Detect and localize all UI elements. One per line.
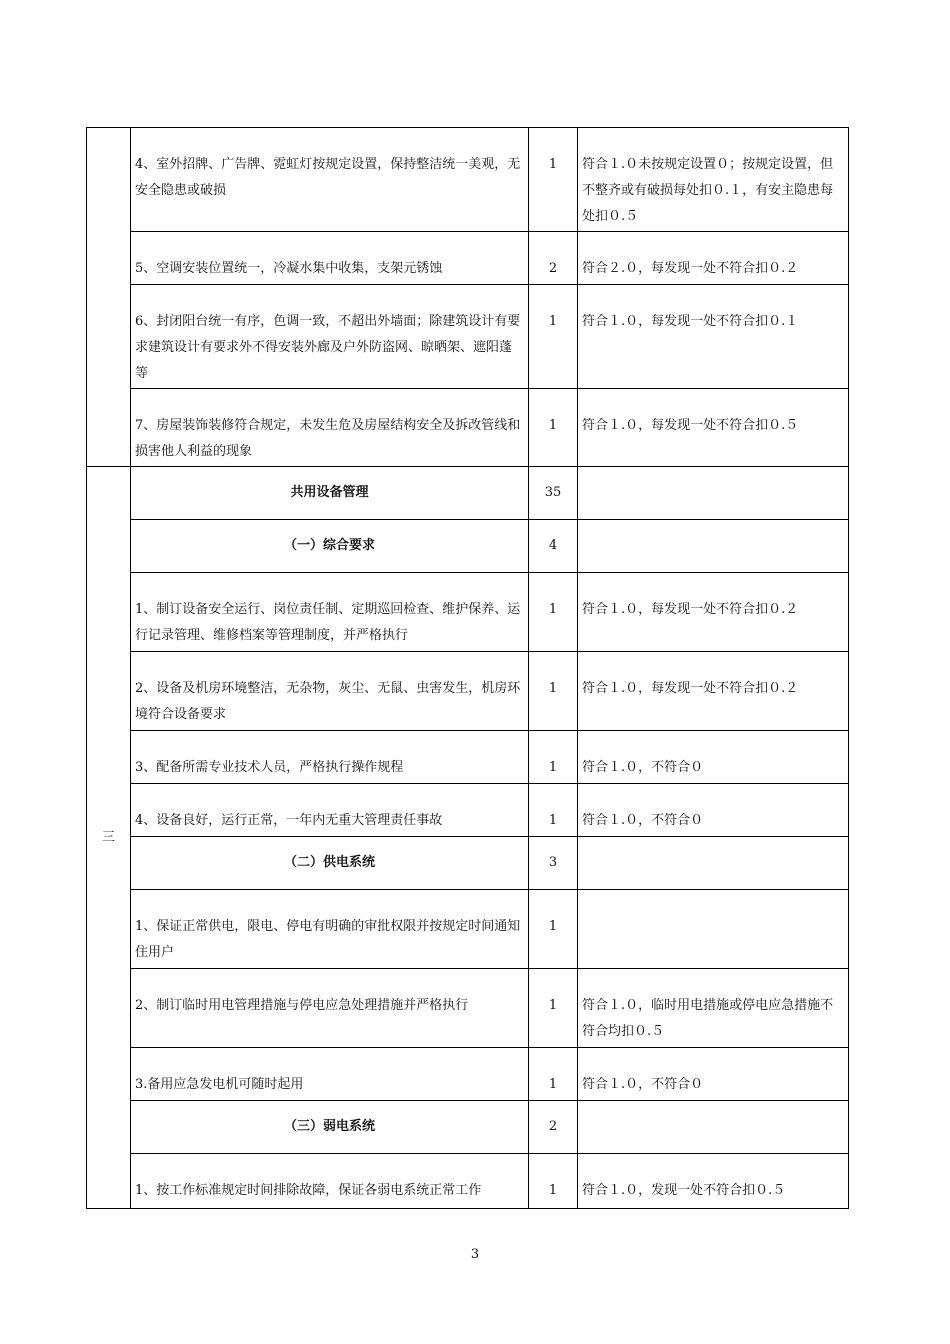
item-standard: 符合２.０，每发现一处不符合扣０.２ — [578, 232, 849, 285]
item-text: 5、空调安装位置统一，冷凝水集中收集，支架元锈蚀 — [131, 232, 529, 285]
subsection-standard-empty — [578, 1101, 849, 1154]
item-text: 1、保证正常供电，限电、停电有明确的审批权限并按规定时间通知住用户 — [131, 890, 529, 969]
section-title: 共用设备管理 — [131, 467, 529, 520]
item-standard: 符合１.０，不符合０ — [578, 1048, 849, 1101]
table-row — [87, 969, 849, 1048]
item-text: 3.备用应急发电机可随时起用 — [131, 1048, 529, 1101]
subsection-title: （三）弱电系统 — [131, 1101, 529, 1154]
item-text: 4、室外招牌、广告牌、霓虹灯按规定设置，保持整洁统一美观，无安全隐患或破损 — [131, 128, 529, 232]
item-text: 2、设备及机房环境整洁，无杂物，灰尘、无鼠、虫害发生，机房环境符合设备要求 — [131, 652, 529, 731]
item-score: 1 — [529, 128, 578, 232]
item-text: 4、设备良好，运行正常，一年内无重大管理责任事故 — [131, 784, 529, 837]
item-standard: 符合１.０未按规定设置０；按规定设置，但不整齐或有破损每处扣０.１，有安主隐患每处扣０.５ — [578, 128, 849, 232]
table-row — [87, 285, 849, 389]
item-standard: 符合１.０，每发现一处不符合扣０.１ — [578, 285, 849, 389]
table-row — [87, 389, 849, 467]
table-row — [87, 784, 849, 837]
subsection-standard-empty — [578, 520, 849, 573]
section-heading-row — [87, 467, 849, 520]
item-score: 1 — [529, 1048, 578, 1101]
table-row — [87, 731, 849, 784]
item-score: 1 — [529, 389, 578, 467]
section-cell-continued — [87, 128, 131, 467]
subsection-standard-empty — [578, 837, 849, 890]
subsection-title: （一）综合要求 — [131, 520, 529, 573]
item-text: 1、按工作标准规定时间排除故障，保证各弱电系统正常工作 — [131, 1154, 529, 1209]
table-row — [87, 1048, 849, 1101]
section-number: 三 — [87, 467, 131, 1209]
page-number: 3 — [470, 1247, 480, 1262]
table-row — [87, 652, 849, 731]
table-row — [87, 232, 849, 285]
item-score: 1 — [529, 1154, 578, 1209]
table-row — [87, 890, 849, 969]
item-standard: 符合１.０，临时用电措施或停电应急措施不符合均扣０.５ — [578, 969, 849, 1048]
subsection-score: 3 — [529, 837, 578, 890]
item-score: 1 — [529, 573, 578, 652]
subsection-score: 4 — [529, 520, 578, 573]
item-standard: 符合１.０，每发现一处不符合扣０.２ — [578, 573, 849, 652]
item-text: 3、配备所需专业技术人员，严格执行操作规程 — [131, 731, 529, 784]
item-text: 1、制订设备安全运行、岗位责任制、定期巡回检查、维护保养、运行记录管理、维修档案等管理制度，并严格执行 — [131, 573, 529, 652]
table-row — [87, 573, 849, 652]
item-standard — [578, 890, 849, 969]
item-score: 1 — [529, 285, 578, 389]
item-standard: 符合１.０，每发现一处不符合扣０.２ — [578, 652, 849, 731]
item-score: 2 — [529, 232, 578, 285]
item-standard: 符合１.０，发现一处不符合扣０.５ — [578, 1154, 849, 1209]
item-score: 1 — [529, 652, 578, 731]
table-row — [87, 128, 849, 232]
table-row — [87, 1154, 849, 1209]
subsection-score: 2 — [529, 1101, 578, 1154]
section-score: 35 — [529, 467, 578, 520]
subsection-heading-row — [87, 520, 849, 573]
item-text: 7、房屋装饰装修符合规定，未发生危及房屋结构安全及拆改管线和损害他人利益的现象 — [131, 389, 529, 467]
item-standard: 符合１.０，不符合０ — [578, 784, 849, 837]
item-score: 1 — [529, 731, 578, 784]
item-score: 1 — [529, 784, 578, 837]
subsection-title: （二）供电系统 — [131, 837, 529, 890]
item-score: 1 — [529, 969, 578, 1048]
item-standard: 符合１.０，每发现一处不符合扣０.５ — [578, 389, 849, 467]
subsection-heading-row — [87, 837, 849, 890]
evaluation-table — [86, 127, 849, 1209]
item-score: 1 — [529, 890, 578, 969]
section-standard-empty — [578, 467, 849, 520]
item-text: 6、封闭阳台统一有序，色调一致，不超出外墙面；除建筑设计有要求建筑设计有要求外不得安装外廊及户外防盗网、晾晒架、遮阳蓬等 — [131, 285, 529, 389]
item-text: 2、制订临时用电管理措施与停电应急处理措施并严格执行 — [131, 969, 529, 1048]
item-standard: 符合１.０，不符合０ — [578, 731, 849, 784]
subsection-heading-row — [87, 1101, 849, 1154]
